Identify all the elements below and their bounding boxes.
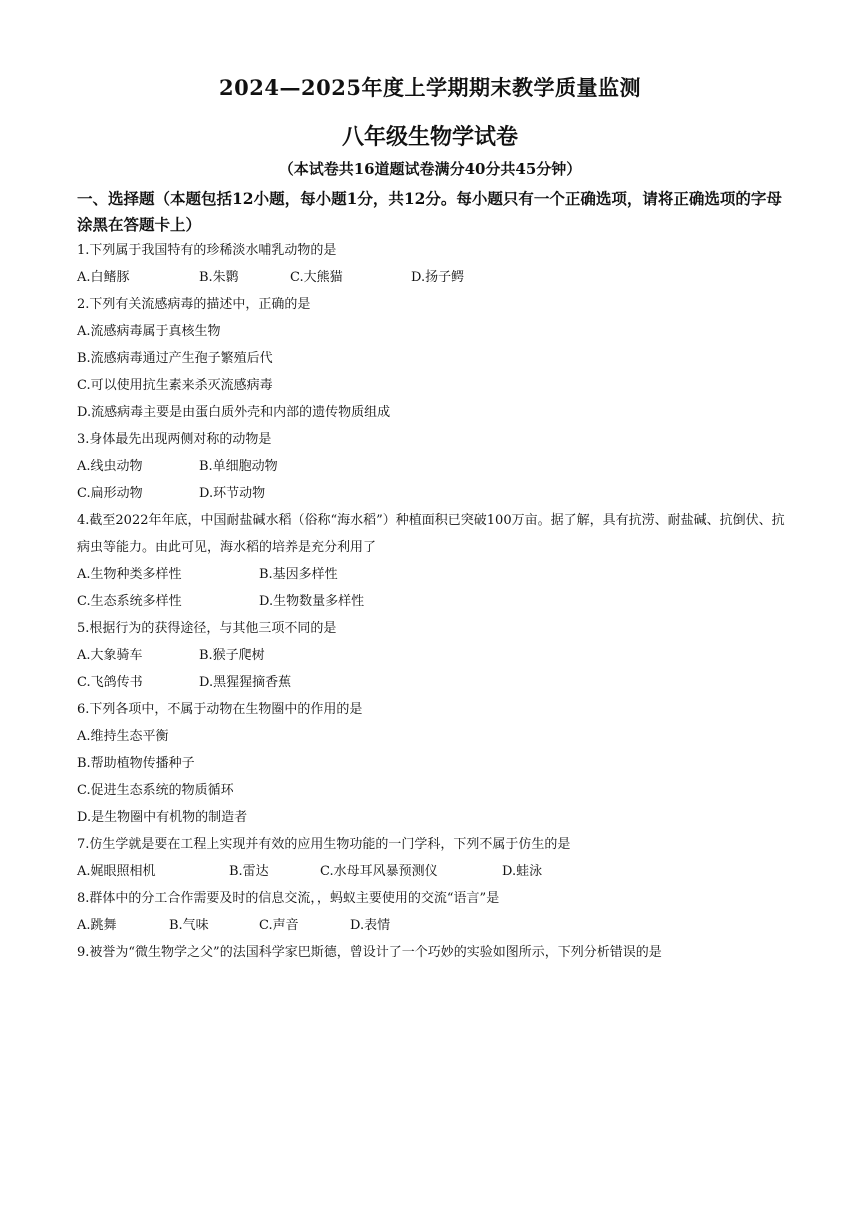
question-9-stem: 9.被誉为“微生物学之父”的法国科学家巴斯德，曾设计了一个巧妙的实验如图所示，下列分析错误的是 [77, 945, 662, 960]
question-1-option-a: A.白鳍豚 [77, 270, 130, 285]
question-7-option-a: A.娓眼照相机 [77, 864, 156, 879]
question-4-option-a: A.生物种类多样性 [77, 567, 182, 582]
question-4-option-b: B.基因多样性 [259, 567, 338, 582]
question-8-option-a: A.跳舞 [77, 918, 117, 933]
question-2-option-a: A.流感病毒属于真核生物 [77, 324, 221, 339]
question-2-option-d: D.流感病毒主要是由蛋白质外壳和内部的遗传物质组成 [77, 405, 391, 420]
exam-title: 2024—2025年度上学期期末教学质量监测 [219, 75, 641, 100]
question-8-stem: 8.群体中的分工合作需要及时的信息交流，，蚂蚁主要使用的交流“语言”是 [77, 891, 500, 906]
question-1-stem: 1.下列属于我国特有的珍稀淡水哺乳动物的是 [77, 243, 337, 258]
question-3-option-c: C.扁形动物 [77, 486, 143, 501]
question-2-option-b: B.流感病毒通过产生孢子繁殖后代 [77, 351, 273, 366]
section-heading: 一、选择题（本题包括12小题，每小题1分，共12分。每小题只有一个正确选项，请将正确选项的字母涂黑在答题卡上） [77, 189, 782, 234]
question-2-stem: 2.下列有关流感病毒的描述中，正确的是 [77, 297, 311, 312]
question-8-option-b: B.气味 [169, 918, 209, 933]
question-3-option-a: A.线虫动物 [77, 459, 143, 474]
question-3-option-b: B.单细胞动物 [199, 459, 278, 474]
question-8-option-d: D.表情 [350, 918, 391, 933]
question-2-option-c: C.可以使用抗生素来杀灭流感病毒 [77, 378, 273, 393]
question-1-option-d: D.扬子鳄 [411, 270, 465, 285]
question-6-option-a: A.维持生态平衡 [77, 729, 169, 744]
question-3-stem: 3.身体最先出现两侧对称的动物是 [77, 432, 272, 447]
question-5-option-c: C.飞鸽传书 [77, 675, 143, 690]
question-6-option-b: B.帮助植物传播种子 [77, 756, 195, 771]
question-6-option-d: D.是生物圈中有机物的制造者 [77, 810, 248, 825]
question-6-option-c: C.促进生态系统的物质循环 [77, 783, 234, 798]
question-5-stem: 5.根据行为的获得途径，与其他三项不同的是 [77, 621, 337, 636]
exam-subject-title: 八年级生物学试卷 [341, 124, 518, 150]
question-3-option-d: D.环节动物 [199, 486, 266, 501]
question-6-stem: 6.下列各项中，不属于动物在生物圈中的作用的是 [77, 702, 363, 717]
question-7-stem: 7.仿生学就是要在工程上实现并有效的应用生物功能的一门学科，下列不属于仿生的是 [77, 837, 571, 852]
exam-note: （本试卷共16道题试卷满分40分共45分钟） [278, 160, 582, 178]
question-7-option-b: B.雷达 [229, 864, 269, 879]
question-5-option-d: D.黑猩猩摘香蕉 [199, 675, 292, 690]
question-8-option-c: C.声音 [259, 918, 299, 933]
question-1-option-b: B.朱鹮 [199, 270, 239, 285]
question-1-option-c: C.大熊猫 [290, 270, 343, 285]
question-5-option-a: A.大象骑车 [77, 648, 143, 663]
question-4-stem: 4.截至2022年年底，中国耐盐碱水稻（俗称“海水稻”）种植面积已突破100万亩。据了解，具有抗涝、耐盐碱、抗倒伏、抗病虫等能力。由此可见，海水稻的培养是充分利用了 [77, 513, 785, 555]
question-4-option-d: D.生物数量多样性 [259, 594, 365, 609]
question-5-option-b: B.猴子爬树 [199, 648, 265, 663]
question-7-option-c: C.水母耳风暴预测仪 [320, 864, 438, 879]
question-7-option-d: D.蛙泳 [502, 864, 543, 879]
question-4-option-c: C.生态系统多样性 [77, 594, 182, 609]
